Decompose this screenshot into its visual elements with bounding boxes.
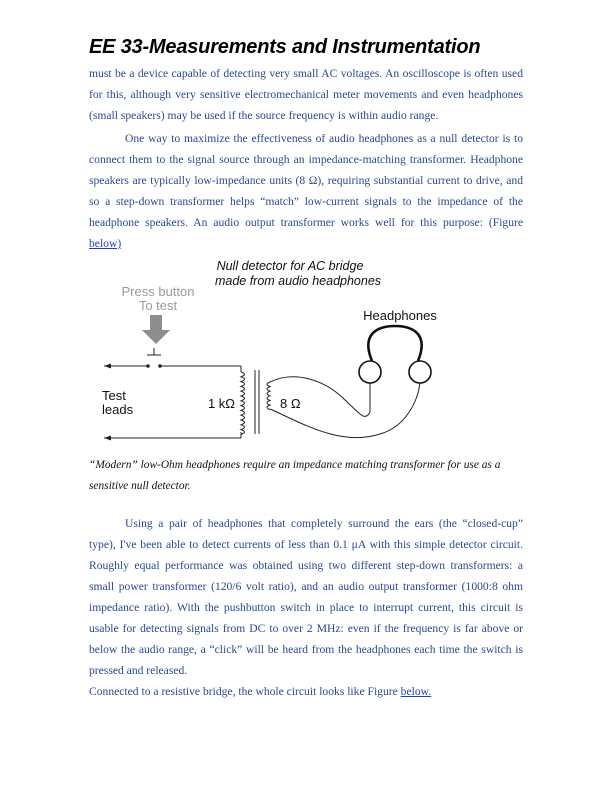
headband xyxy=(368,326,421,361)
paragraph-4 xyxy=(89,681,523,702)
headphones-label: Headphones xyxy=(363,308,437,323)
press-button-label-2: To test xyxy=(138,298,178,313)
paragraph-3 xyxy=(89,513,523,681)
lead-arrow-top-icon xyxy=(104,364,111,369)
left-earcup xyxy=(359,361,381,383)
paragraph-4-text: Connected to a resistive bridge, the whole circuit looks like Figure xyxy=(89,685,401,698)
figure-below-link[interactable]: below) xyxy=(89,237,122,250)
figure-title-line-2: made from audio headphones xyxy=(214,274,382,288)
figure-caption: “Modern” low-Ohm headphones require an impedance matching transformer for use as a sensitive null detector. xyxy=(89,459,501,492)
paragraph-1: must be a device capable of detecting very small AC voltages. An oscilloscope is often used for this, although very sensitive electromechanical meter movements and even headphones (small speakers) may be used if the source frequency is within audio range. xyxy=(89,67,523,122)
figure-title-line-1: Null detector for AC bridge xyxy=(216,259,364,273)
paragraph-3-text: Using a pair of headphones that completely surround the ears (the “closed-cup” type), I've been able to detect currents of less than 0.1 μA with this simple detector circuit. Roughly equal performance was obtained using two different step-down transformers: a small power transformer (120/6 volt ratio), and an audio output transformer (1000:8 ohm impedance ratio). With the pushbutton switch in place to interrupt current, this circuit is usable for detecting signals from DC to over 2 MHz: even if the frequency is far above or below the audio range, a “click” will be heard from the headphones each time the switch is pressed and released. xyxy=(89,517,523,677)
right-earcup xyxy=(409,361,431,383)
primary-coil xyxy=(241,372,245,434)
paragraph-2 xyxy=(89,128,523,254)
primary-impedance-label: 1 kΩ xyxy=(207,396,235,411)
null-detector-figure xyxy=(90,252,450,452)
secondary-coil xyxy=(267,382,270,410)
secondary-impedance-label: 8 Ω xyxy=(280,396,301,411)
page-title: EE 33-Measurements and Instrumentation xyxy=(89,36,481,58)
switch-contact-right xyxy=(158,364,162,368)
lead-arrow-bottom-icon xyxy=(104,436,111,441)
paragraph-2-text: One way to maximize the effectiveness of audio headphones as a null detector is to connect them to the signal source through an impedance-matching transformer. Headphone speakers are typically low-impedance units (8 Ω), requiring substantial current to drive, and so a step-down transformer helps “match” low-current signals to the impedance of the headphone speakers. An audio output transformer works well for this purpose: (Figure xyxy=(89,132,523,229)
switch-contact-left xyxy=(146,364,150,368)
figure-below-link-2[interactable]: below. xyxy=(400,685,432,698)
down-arrow-icon xyxy=(142,315,170,344)
test-leads-label-2: leads xyxy=(102,402,134,417)
press-button-label-1: Press button xyxy=(121,284,195,299)
test-leads-label-1: Test xyxy=(102,388,126,403)
